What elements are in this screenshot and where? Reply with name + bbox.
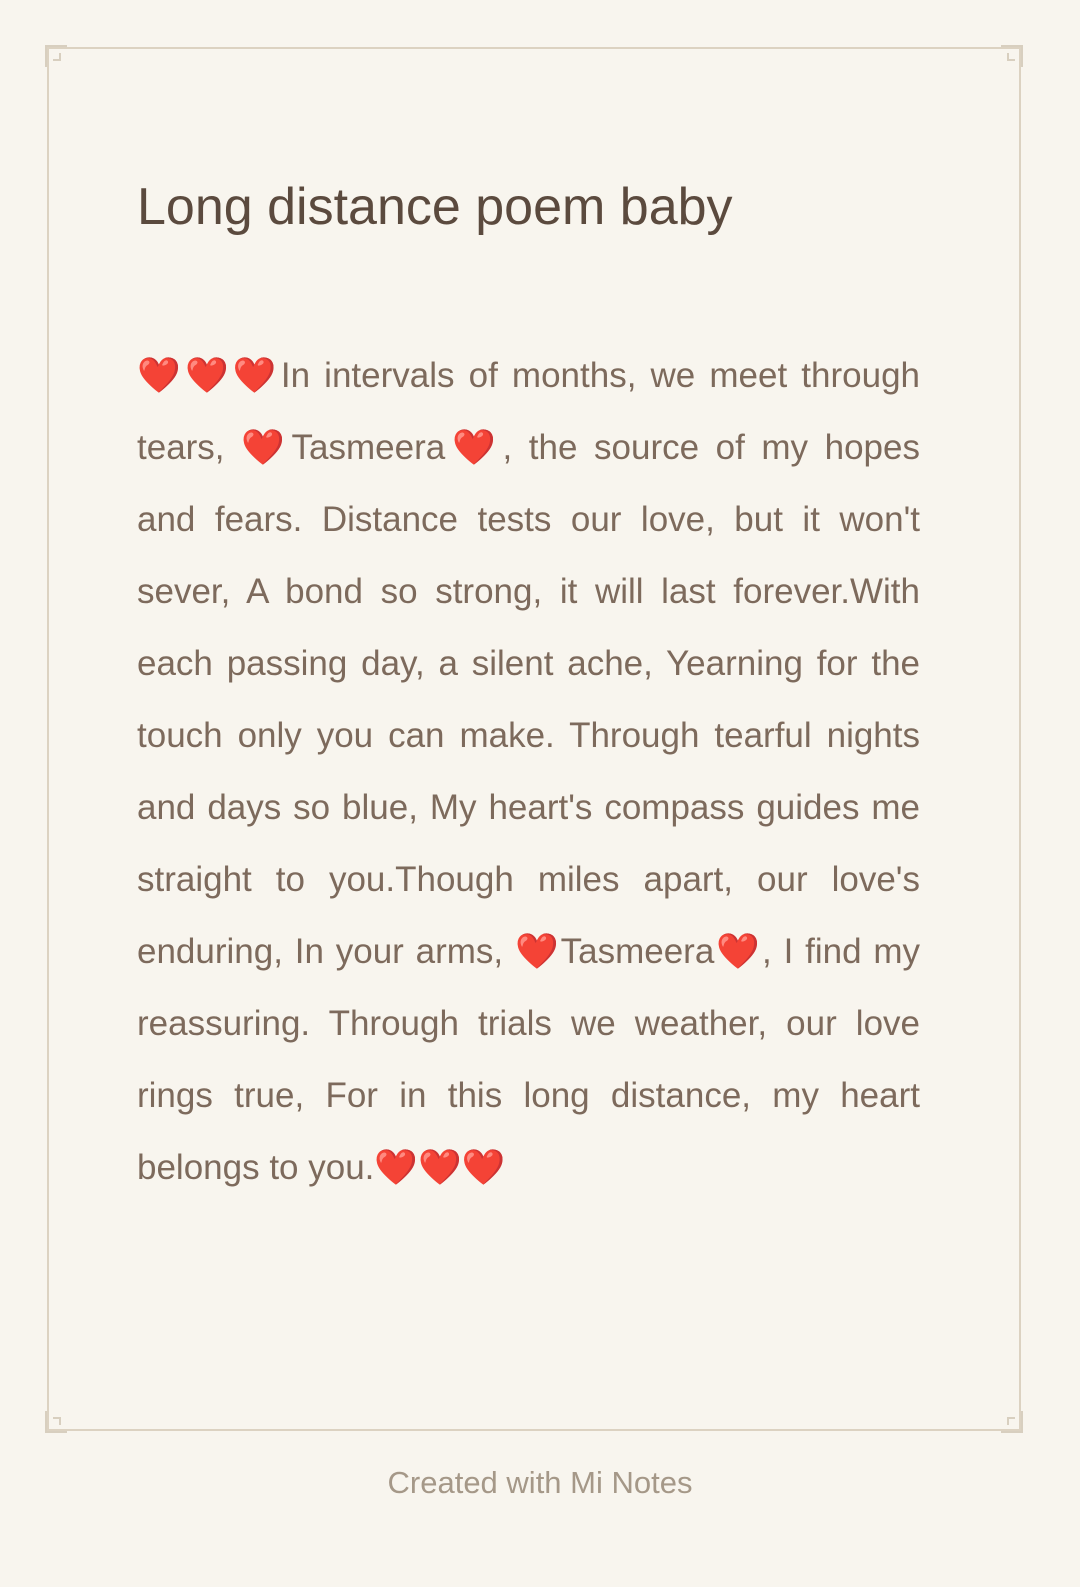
note-body: ❤️❤️❤️In intervals of months, we meet through tears, ❤️Tasmeera❤️, the source of my hopes and fears. Distance tests our love, but it won't sever, A bond so strong, it will last forever.With each passing day, a silent ache, Yearning for the touch only you can make. Through tearful nights and days so blue, My heart's compass guides me straight to you.Though miles apart, our love's enduring, In your arms, ❤️Tasmeera❤️, I find my reassuring. Through trials we weather, our love rings true, For in this long distance, my heart belongs to you.❤️❤️❤️ [137,356,920,1187]
frame-corner-ornament [45,45,67,67]
frame-corner-ornament [1001,45,1023,67]
note-title: Long distance poem baby [137,178,733,236]
frame-corner-ornament [45,1411,67,1433]
frame-corner-ornament [1001,1411,1023,1433]
footer-credit: Created with Mi Notes [387,1465,693,1500]
